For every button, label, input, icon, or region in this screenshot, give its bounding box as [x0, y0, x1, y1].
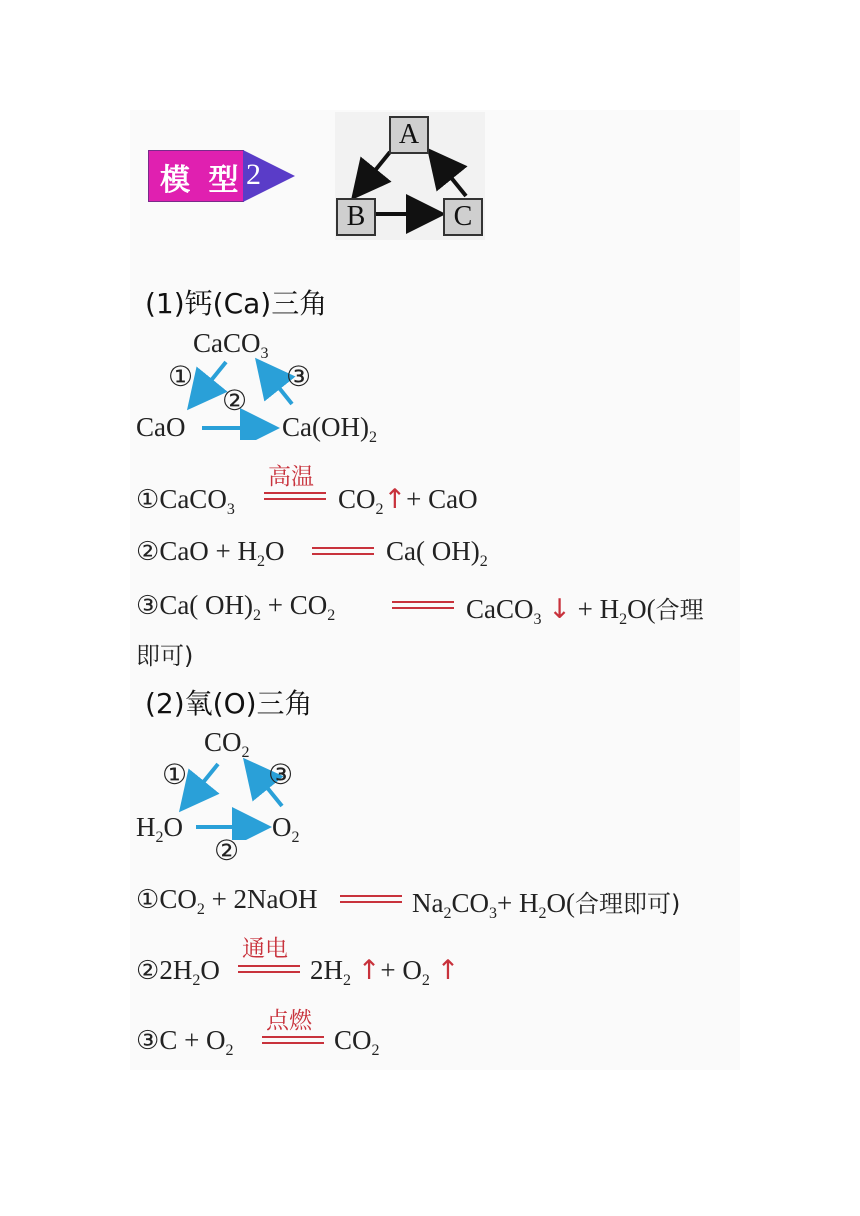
eq-rhs: Ca( OH): [386, 536, 480, 566]
node-b: B: [336, 198, 376, 236]
badge-label: 模 型: [160, 163, 243, 198]
equals-sign: [340, 893, 404, 907]
arrow-a-to-b: [356, 152, 390, 194]
eq-note: 合理: [655, 596, 704, 624]
section2-heading: (2)氧(O)三角: [145, 687, 313, 720]
equals-sign: [238, 963, 302, 977]
gas-arrow-2: ↑: [436, 955, 460, 986]
label-step-1: ①: [162, 758, 188, 791]
equals-sign: [262, 1034, 326, 1048]
eq-lhs-2: O: [200, 955, 220, 985]
node-o2-sub: 2: [291, 829, 300, 846]
section1-heading: (1)钙(Ca)三角: [145, 287, 328, 320]
eq-rhs-2-sub: 2: [619, 611, 628, 628]
arrow-caco3-to-cao: [192, 362, 226, 404]
eq-lhs-2: + CO: [267, 590, 328, 620]
eq-lhs: C + O: [159, 1025, 226, 1055]
eq-lhs: CaO + H: [159, 536, 258, 566]
eq-rhs: 2H: [310, 955, 343, 985]
eq-lhs: Ca( OH): [159, 590, 254, 620]
node-caco3-text: CaCO: [193, 328, 261, 358]
eq-rhs-3-sub: 2: [538, 905, 547, 922]
eq-number: ②: [136, 537, 160, 567]
eq-rhs-2: + H: [577, 594, 620, 624]
eq-note-cont: 即可): [136, 642, 194, 670]
eq-rhs-sub: 2: [343, 972, 351, 989]
label-step-2: ②: [214, 834, 240, 867]
node-caoh2-sub: 2: [368, 429, 377, 446]
eq-rhs-2-sub: 3: [489, 905, 497, 922]
eq-lhs: 2H: [159, 955, 193, 985]
eq-number: ①: [136, 485, 160, 515]
gas-arrow: ↑: [357, 955, 381, 986]
label-step-3: ③: [286, 360, 312, 393]
node-h2o-sub: 2: [155, 829, 164, 846]
eq-lhs-sub: 2: [196, 901, 205, 918]
condition-high-temp: 高温: [268, 464, 314, 490]
eq-lhs-2-sub: 2: [327, 607, 336, 624]
node-caoh2-text: Ca(OH): [282, 412, 369, 442]
eq-rhs: CaCO: [466, 594, 534, 624]
node-h2o-text: H: [136, 812, 156, 842]
eq-note: 合理即可): [574, 890, 681, 918]
eq-rhs-2: CO: [451, 888, 489, 918]
arrow-c-to-a: [432, 154, 466, 196]
eq-product-1: CO: [338, 484, 376, 514]
eq-number: ③: [136, 591, 160, 621]
gas-arrow: ↑: [383, 484, 407, 515]
node-h2o-text2: O: [163, 812, 183, 842]
eq-rhs-4: O(: [546, 888, 575, 918]
node-o2-text: O: [272, 812, 292, 842]
node-caco3-sub: 3: [260, 345, 269, 362]
eq-lhs-sub: 2: [253, 607, 262, 624]
eq-rhs-sub: 2: [371, 1042, 380, 1059]
node-c: C: [443, 198, 483, 236]
eq-number: ①: [136, 885, 160, 915]
badge-number: 2: [246, 158, 261, 191]
eq-product-2: + CaO: [406, 484, 478, 514]
node-co2-sub: 2: [241, 744, 250, 761]
eq-rhs: Na: [412, 888, 444, 918]
eq-rhs: CO: [334, 1025, 372, 1055]
eq-rhs-2: + O: [380, 955, 422, 985]
eq-rhs-2-sub: 2: [421, 972, 430, 989]
eq-lhs: CaCO: [159, 484, 227, 514]
eq-rhs-sub: 2: [479, 553, 488, 570]
equals-sign: [392, 599, 456, 613]
node-cao: CaO: [136, 412, 186, 442]
eq-rhs-sub: 2: [443, 905, 452, 922]
eq-number: ③: [136, 1026, 160, 1056]
label-step-3: ③: [268, 758, 294, 791]
node-a: A: [389, 116, 429, 154]
equals-sign: [312, 545, 376, 559]
eq-lhs-sub: 3: [226, 501, 235, 518]
arrow-co2-to-h2o: [184, 764, 218, 806]
condition-ignition: 点燃: [266, 1008, 312, 1034]
equals-sign: [264, 490, 328, 504]
eq-lhs-sub: 2: [225, 1042, 234, 1059]
condition-electrolysis: 通电: [242, 936, 288, 962]
eq-rhs-sub: 3: [533, 611, 542, 628]
eq-number: ②: [136, 956, 160, 986]
eq-product-1-sub: 2: [375, 501, 384, 518]
eq-lhs: CO: [159, 884, 197, 914]
eq-lhs-sub: 2: [192, 972, 201, 989]
label-step-1: ①: [168, 360, 194, 393]
node-co2-text: CO: [204, 727, 242, 757]
eq-lhs-2: + 2NaOH: [211, 884, 318, 914]
eq-lhs-sub: 2: [257, 553, 266, 570]
label-step-2: ②: [222, 384, 248, 417]
eq-rhs-3: + H: [497, 888, 539, 918]
eq-lhs-2: O: [265, 536, 285, 566]
eq-rhs-3: O(: [627, 594, 656, 624]
precipitate-arrow: ↓: [548, 594, 571, 625]
